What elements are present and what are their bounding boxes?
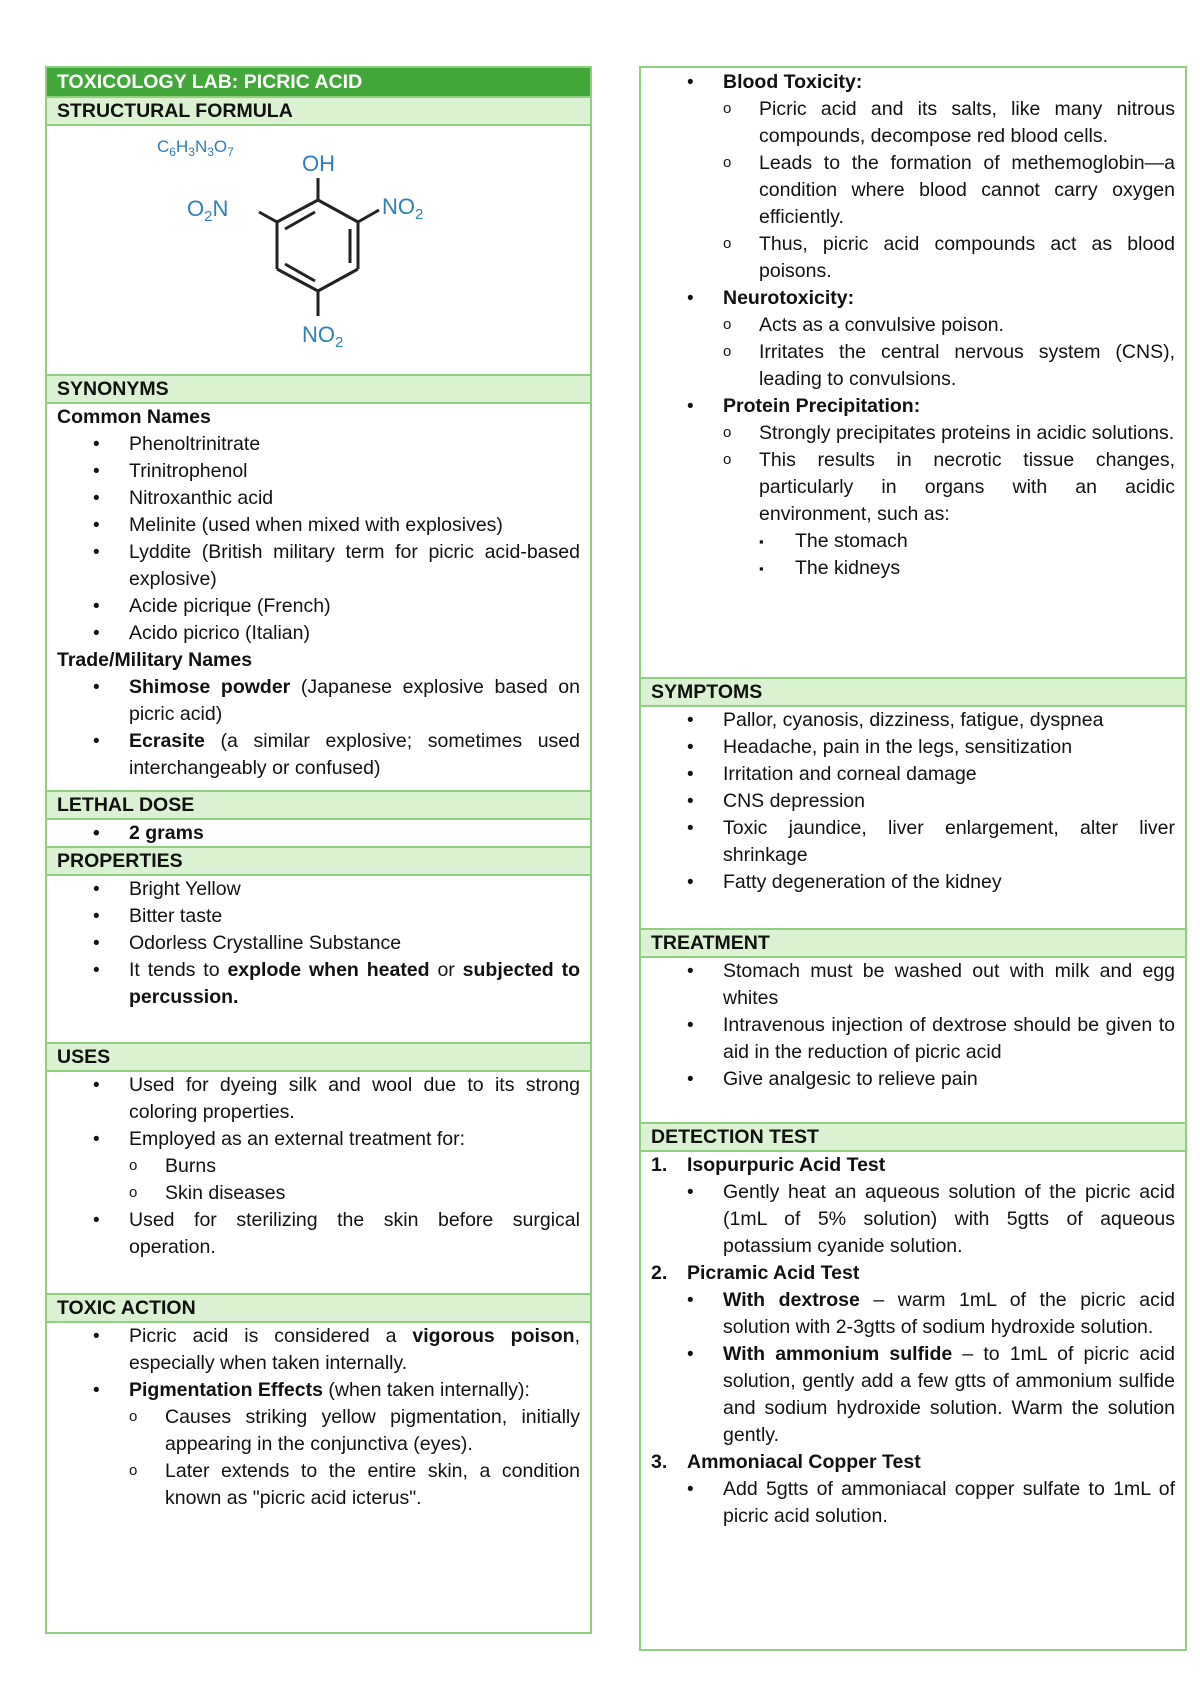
common-names-heading: Common Names (57, 406, 211, 428)
lethal-dose-value: • 2 grams (57, 820, 580, 847)
right-column (639, 66, 1187, 1651)
list-item: o Leads to the formation of methemoglobin—a condition where blood cannot carry oxygen efficiently. (687, 150, 1175, 231)
trade-names-heading: Trade/Military Names (57, 649, 253, 671)
list-item: o Skin diseases (93, 1180, 580, 1207)
list-item: • Stomach must be washed out with milk and egg whites (651, 958, 1175, 1012)
list-item: • Employed as an external treatment for: o Burns o Skin diseases (57, 1126, 580, 1207)
list-item: • With ammonium sulfide – to 1mL of picric acid solution, gently add a few gtts of ammonium sulfide and sodium hydroxide solution. Warm the solution gently. (651, 1341, 1175, 1449)
list-item: 2. Picramic Acid Test • With dextrose – warm 1mL of the picric acid solution with 2-3gtts of sodium hydroxide solution. • With ammonium sulfide – to 1mL of picric acid solution, gently add a few gtts of ammonium sulfide and sodium hydroxide solution. Warm the solution gently. (651, 1260, 1175, 1449)
list-item: o Picric acid and its salts, like many nitrous compounds, decompose red blood cells. (687, 96, 1175, 150)
list-item: • Trinitrophenol (57, 458, 580, 485)
list-item: • Toxic jaundice, liver enlargement, alter liver shrinkage (651, 815, 1175, 869)
uses-heading: USES (47, 1042, 590, 1072)
list-item: • Add 5gtts of ammoniacal copper sulfate to 1mL of picric acid solution. (651, 1476, 1175, 1530)
left-column (45, 66, 592, 1634)
list-item: • Lyddite (British military term for picric acid-based explosive) (57, 539, 580, 593)
list-item: o This results in necrotic tissue changes, particularly in organs with an acidic environment, such as: ▪ The stomach ▪ The kidneys (687, 447, 1175, 582)
list-item: • Bitter taste (57, 903, 580, 930)
list-item: • Melinite (used when mixed with explosives) (57, 512, 580, 539)
properties-heading: PROPERTIES (47, 846, 590, 876)
list-item: • Bright Yellow (57, 876, 580, 903)
list-item: o Causes striking yellow pigmentation, initially appearing in the conjunctiva (eyes). (93, 1404, 580, 1458)
list-item: • Used for dyeing silk and wool due to its strong coloring properties. (57, 1072, 580, 1126)
picric-acid-structure-svg (47, 126, 590, 374)
list-item: • Acide picrique (French) (57, 593, 580, 620)
list-item: • Ecrasite (a similar explosive; sometimes used interchangeably or confused) (57, 728, 580, 782)
list-item: • Protein Precipitation: o Strongly precipitates proteins in acidic solutions. o This results in necrotic tissue changes, particularly in organs with an acidic environment, such as: ▪ The stomach ▪ The kidneys (651, 393, 1175, 582)
list-item: • With dextrose – warm 1mL of the picric acid solution with 2-3gtts of sodium hydroxide solution. (651, 1287, 1175, 1341)
list-item: • Headache, pain in the legs, sensitization (651, 734, 1175, 761)
list-item: o Strongly precipitates proteins in acidic solutions. (687, 420, 1175, 447)
list-item: o Acts as a convulsive poison. (687, 312, 1175, 339)
trade-names-list (57, 674, 580, 782)
synonyms-section (47, 404, 590, 790)
bottom-nitro-group-label: $NO_2$ (302, 322, 344, 351)
list-item: 3. Ammoniacal Copper Test • Add 5gtts of ammoniacal copper sulfate to 1mL of picric acid solution. (651, 1449, 1175, 1530)
list-item: • Nitroxanthic acid (57, 485, 580, 512)
structural-formula-diagram (47, 126, 590, 374)
properties-section (47, 876, 590, 1042)
toxic-action-continued (641, 68, 1185, 677)
list-item: • Used for sterilizing the skin before surgical operation. (57, 1207, 580, 1261)
common-names-list (57, 431, 580, 647)
detection-test-heading: DETECTION TEST (641, 1122, 1185, 1152)
list-item: • Fatty degeneration of the kidney (651, 869, 1175, 896)
list-item: • Intravenous injection of dextrose should be given to aid in the reduction of picric acid (651, 1012, 1175, 1066)
toxic-action-heading: TOXIC ACTION (47, 1293, 590, 1323)
list-item: • Phenoltrinitrate (57, 431, 580, 458)
detection-test-section (641, 1152, 1185, 1530)
list-item: ▪ The stomach (723, 528, 1175, 555)
list-item: o Later extends to the entire skin, a condition known as "picric acid icterus". (93, 1458, 580, 1512)
list-item: • Picric acid is considered a vigorous poison, especially when taken internally. (57, 1323, 580, 1377)
list-item: • Give analgesic to relieve pain (651, 1066, 1175, 1093)
list-item: • Irritation and corneal damage (651, 761, 1175, 788)
list-item: • Pallor, cyanosis, dizziness, fatigue, dyspnea (651, 707, 1175, 734)
document-title: TOXICOLOGY LAB: PICRIC ACID (47, 68, 590, 96)
list-item: • It tends to explode when heated or subjected to percussion. (57, 957, 580, 1011)
list-item: • Blood Toxicity: o Picric acid and its salts, like many nitrous compounds, decompose red blood cells. o Leads to the formation of methemoglobin—a condition where blood cannot carry oxygen efficiently. o Thus, picric acid compounds act as blood poisons. (651, 69, 1175, 285)
synonyms-heading: SYNONYMS (47, 374, 590, 404)
list-item: o Irritates the central nervous system (CNS), leading to convulsions. (687, 339, 1175, 393)
list-item: ▪ The kidneys (723, 555, 1175, 582)
left-nitro-group-label: $O_2N$ (187, 196, 229, 225)
list-item: • CNS depression (651, 788, 1175, 815)
uses-section (47, 1072, 590, 1293)
list-item: 1. Isopurpuric Acid Test • Gently heat an aqueous solution of the picric acid (1mL of 5% solution) with 5gtts of aqueous potassium cyanide solution. (651, 1152, 1175, 1260)
treatment-section (641, 958, 1185, 1122)
list-item: o Thus, picric acid compounds act as blood poisons. (687, 231, 1175, 285)
structural-formula-heading: STRUCTURAL FORMULA (47, 96, 590, 126)
symptoms-heading: SYMPTOMS (641, 677, 1185, 707)
molecular-formula: $C_6H_3N_3O_7$ (157, 137, 234, 159)
list-item: • Acido picrico (Italian) (57, 620, 580, 647)
right-nitro-group-label: $NO_2$ (382, 194, 424, 223)
list-item: • Gently heat an aqueous solution of the picric acid (1mL of 5% solution) with 5gtts of aqueous potassium cyanide solution. (651, 1179, 1175, 1260)
lethal-dose-section (47, 820, 590, 846)
list-item: o Burns (93, 1153, 580, 1180)
list-item: • Pigmentation Effects (when taken internally): o Causes striking yellow pigmentation, initially appearing in the conjunctiva (eyes). o Later extends to the entire skin, a condition known as "picric acid icterus". (57, 1377, 580, 1512)
list-item: • Odorless Crystalline Substance (57, 930, 580, 957)
list-item: • Neurotoxicity: o Acts as a convulsive poison. o Irritates the central nervous system (CNS), leading to convulsions. (651, 285, 1175, 393)
lethal-dose-heading: LETHAL DOSE (47, 790, 590, 820)
symptoms-section (641, 707, 1185, 928)
hydroxyl-group-label: OH (302, 151, 335, 176)
list-item: • Shimose powder (Japanese explosive based on picric acid) (57, 674, 580, 728)
treatment-heading: TREATMENT (641, 928, 1185, 958)
toxic-action-section (47, 1323, 590, 1512)
